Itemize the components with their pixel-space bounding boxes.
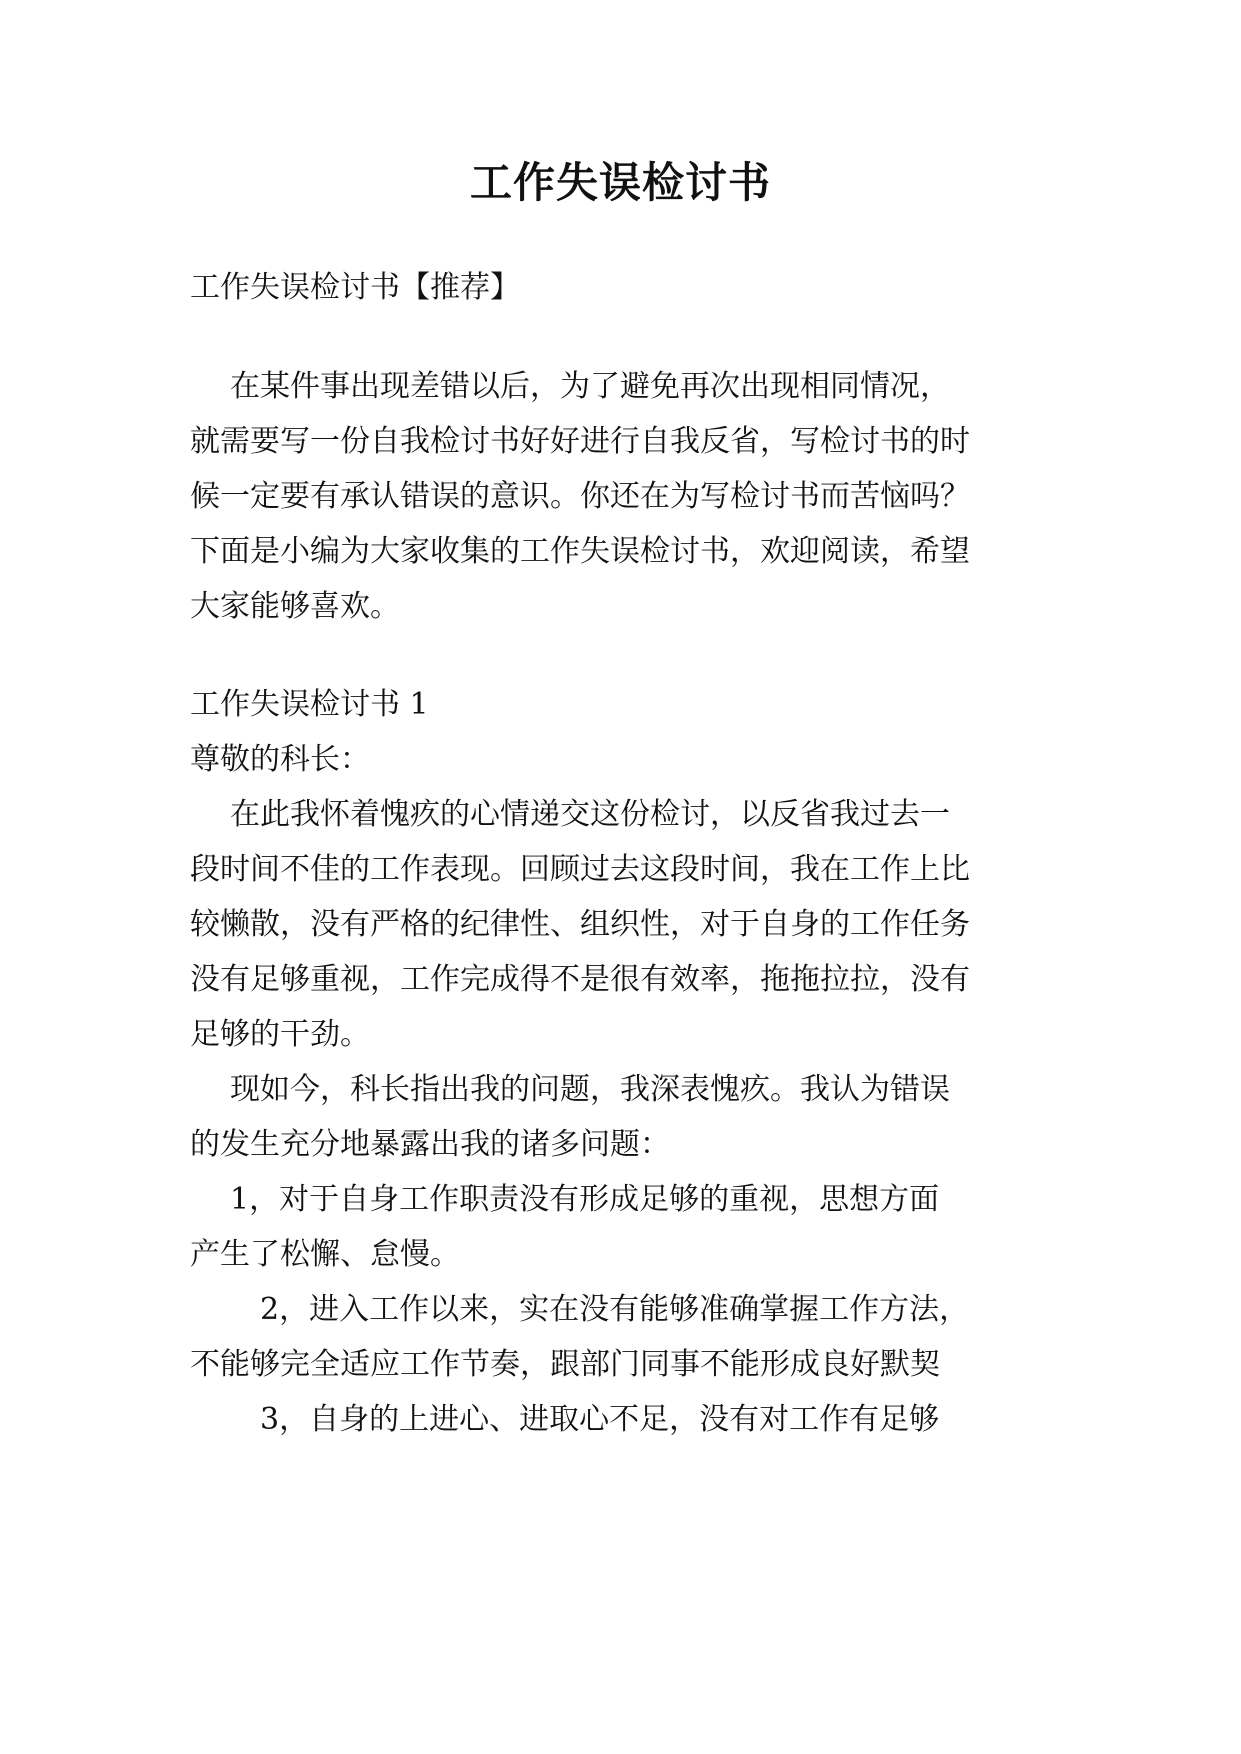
body-line: 2，进入工作以来，实在没有能够准确掌握工作方法，	[260, 1292, 970, 1327]
intro-line: 就需要写一份自我检讨书好好进行自我反省，写检讨书的时	[190, 424, 970, 459]
body-line: 现如今，科长指出我的问题，我深表愧疚。我认为错误	[230, 1072, 950, 1107]
body-line: 没有足够重视，工作完成得不是很有效率，拖拖拉拉，没有	[190, 962, 970, 997]
body-line: 产生了松懈、怠慢。	[190, 1237, 460, 1272]
body-line: 的发生充分地暴露出我的诸多问题：	[190, 1127, 670, 1162]
body-line: 3，自身的上进心、进取心不足，没有对工作有足够	[260, 1402, 940, 1437]
intro-line: 候一定要有承认错误的意识。你还在为写检讨书而苦恼吗？	[190, 479, 970, 514]
section-heading: 工作失误检讨书 1	[190, 687, 429, 722]
body-line: 在此我怀着愧疚的心情递交这份检讨，以反省我过去一	[230, 797, 950, 832]
body-line: 不能够完全适应工作节奏，跟部门同事不能形成良好默契	[190, 1347, 940, 1382]
body-line: 足够的干劲。	[190, 1017, 370, 1052]
salutation: 尊敬的科长：	[190, 742, 370, 777]
intro-line: 大家能够喜欢。	[190, 589, 400, 624]
document-title: 工作失误检讨书	[469, 158, 771, 207]
body-line: 1，对于自身工作职责没有形成足够的重视，思想方面	[230, 1182, 940, 1217]
intro-line: 下面是小编为大家收集的工作失误检讨书，欢迎阅读，希望	[190, 534, 970, 569]
body-line: 段时间不佳的工作表现。回顾过去这段时间，我在工作上比	[190, 852, 970, 887]
document-subtitle: 工作失误检讨书【推荐】	[190, 270, 520, 305]
body-line: 较懒散，没有严格的纪律性、组织性，对于自身的工作任务	[190, 907, 970, 942]
intro-line: 在某件事出现差错以后，为了避免再次出现相同情况，	[230, 369, 950, 404]
